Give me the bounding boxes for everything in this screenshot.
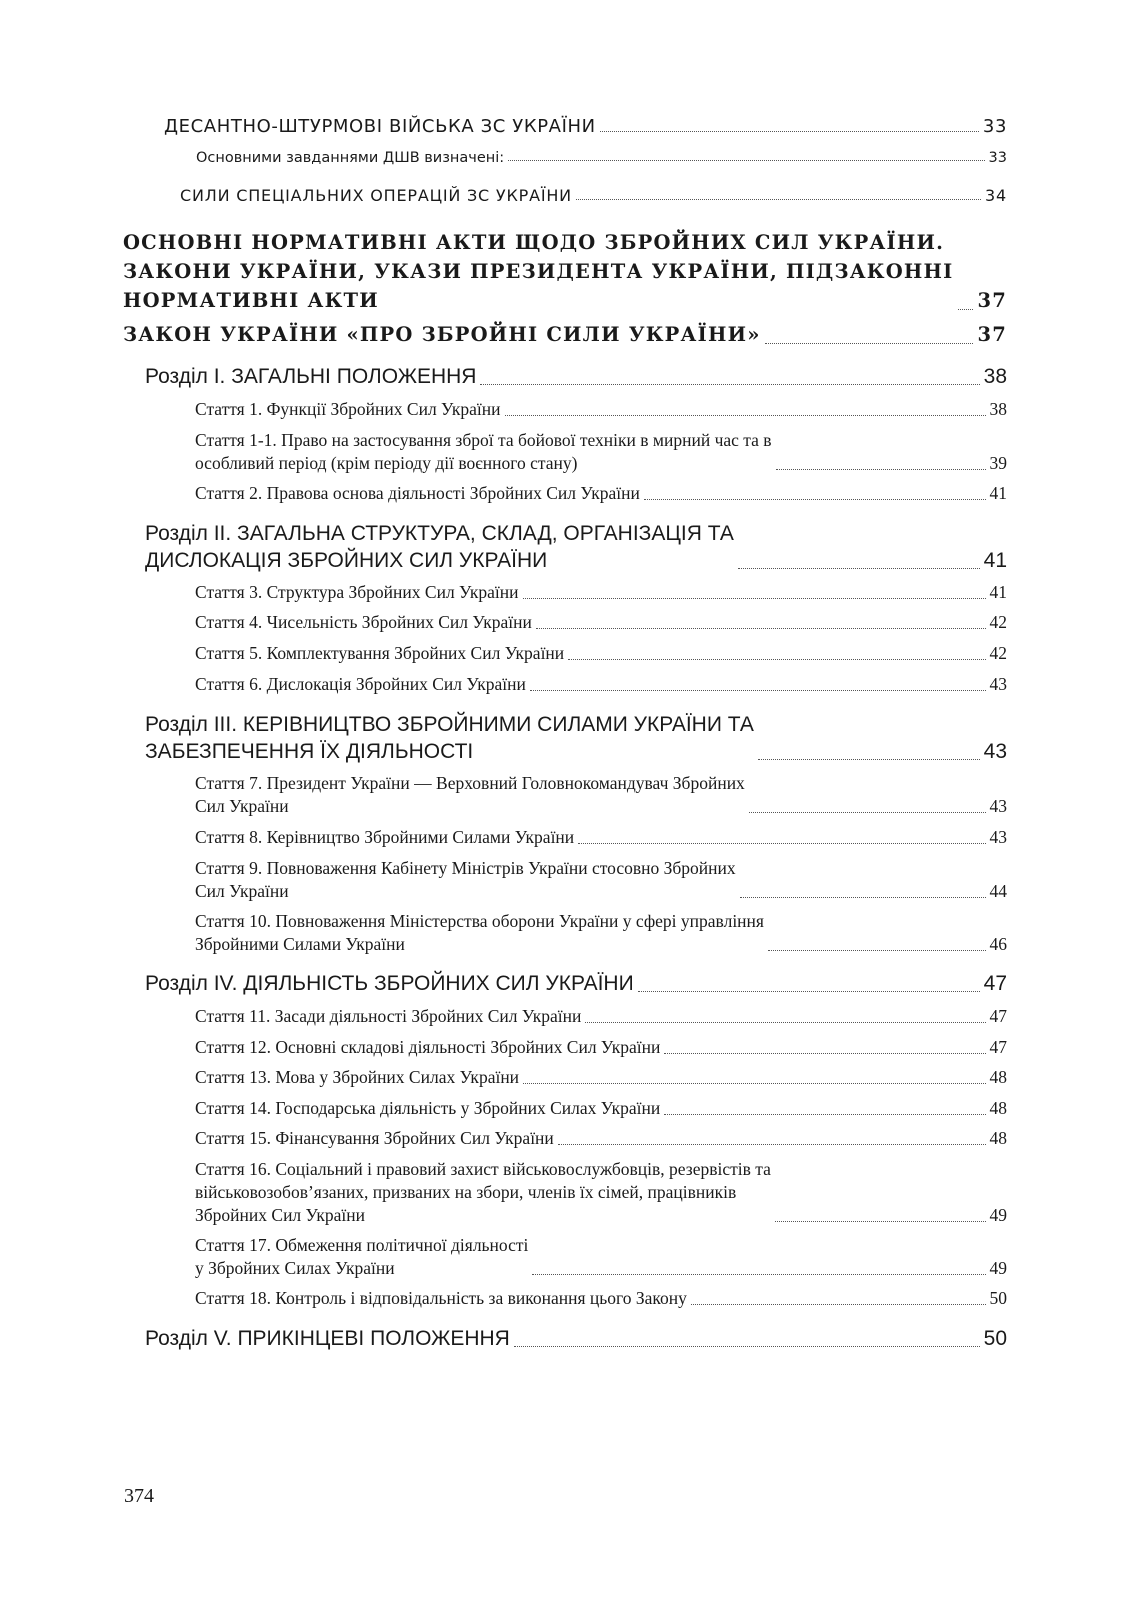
- toc-entry-page: 43: [989, 827, 1007, 847]
- toc-entry-title: Розділ I. ЗАГАЛЬНІ ПОЛОЖЕННЯ: [145, 365, 477, 388]
- toc-entry-page: 41: [983, 549, 1007, 572]
- toc-entry-page: 41: [989, 582, 1007, 602]
- toc-entry-title: Розділ II. ЗАГАЛЬНА СТРУКТУРА, СКЛАД, ОРГАНІЗАЦІЯ ТА ДИСЛОКАЦІЯ ЗБРОЙНИХ СИЛ УКРАЇНИ: [145, 522, 734, 572]
- toc-entry-title: Стаття 9. Повноваження Кабінету Міністрів України стосовно Збройних Сил України: [195, 858, 736, 901]
- toc-entry-page: 48: [989, 1098, 1007, 1118]
- toc-entry[interactable]: [195, 482, 1007, 505]
- toc-leader: [664, 1053, 985, 1054]
- toc-entry-title: Стаття 1. Функції Збройних Сил України: [195, 399, 501, 419]
- toc-leader: [536, 628, 986, 629]
- toc-leader: [576, 199, 981, 200]
- toc-entry-page: 44: [989, 881, 1007, 901]
- toc-leader: [558, 1144, 986, 1145]
- toc-entry-title: Стаття 1-1. Право на застосування зброї та бойової техніки в мирний час та в особливий період (крім періоду дії воєнного стану): [195, 430, 772, 473]
- toc-entry-page: 49: [989, 1258, 1007, 1278]
- toc-entry-title: Стаття 11. Засади діяльності Збройних Сил України: [195, 1006, 582, 1026]
- toc-leader: [578, 843, 985, 844]
- toc-entry[interactable]: [196, 150, 1007, 166]
- toc-entry[interactable]: [145, 970, 1007, 997]
- toc-entry-title: СИЛИ СПЕЦІАЛЬНИХ ОПЕРАЦІЙ ЗС УКРАЇНИ: [180, 186, 572, 205]
- toc-entry-page: 38: [983, 365, 1007, 388]
- toc-entry-page: 41: [989, 483, 1007, 503]
- toc-entry-page: 33: [988, 150, 1007, 166]
- page-number: 374: [124, 1485, 154, 1507]
- toc-entry-title: Розділ III. КЕРІВНИЦТВО ЗБРОЙНИМИ СИЛАМИ УКРАЇНИ ТА ЗАБЕЗПЕЧЕННЯ ЇХ ДІЯЛЬНОСТІ: [145, 713, 754, 763]
- toc-entry[interactable]: [195, 429, 1007, 475]
- toc-entry[interactable]: [195, 857, 1007, 903]
- toc-leader: [758, 759, 980, 760]
- toc-leader: [532, 1274, 985, 1275]
- toc-entry-title: ОСНОВНІ НОРМАТИВНІ АКТИ ЩОДО ЗБРОЙНИХ СИЛ УКРАЇНИ. ЗАКОНИ УКРАЇНИ, УКАЗИ ПРЕЗИДЕНТА УКРАЇНИ, ПІДЗАКОННІ НОРМАТИВНІ АКТИ: [123, 231, 954, 312]
- toc-entry[interactable]: [164, 116, 1007, 137]
- toc-entry[interactable]: [123, 320, 1007, 349]
- toc-entry-title: Стаття 14. Господарська діяльність у Збройних Силах України: [195, 1098, 661, 1118]
- toc-entry[interactable]: [145, 363, 1007, 390]
- toc-entry-page: 42: [989, 643, 1007, 663]
- toc-leader: [765, 343, 974, 344]
- toc-entry-title: Стаття 4. Чисельність Збройних Сил України: [195, 612, 532, 632]
- toc-leader: [530, 690, 986, 691]
- toc-entry-title: Стаття 7. Президент України — Верховний Головнокомандувач Збройних Сил України: [195, 773, 745, 816]
- toc-entry[interactable]: [195, 772, 1007, 818]
- toc-entry[interactable]: [195, 1066, 1007, 1089]
- toc-leader: [600, 131, 979, 132]
- toc-leader: [514, 1346, 980, 1347]
- toc-entry-page: 43: [989, 796, 1007, 816]
- toc-entry[interactable]: [195, 1005, 1007, 1028]
- toc-entry-title: Стаття 8. Керівництво Збройними Силами України: [195, 827, 575, 847]
- toc-leader: [644, 499, 986, 500]
- toc-entry-title: Стаття 15. Фінансування Збройних Сил України: [195, 1128, 554, 1148]
- toc-entry-page: 50: [989, 1288, 1007, 1308]
- toc-entry[interactable]: [145, 711, 1007, 765]
- toc-entry-title: Стаття 10. Повноваження Міністерства оборони України у сфері управління Збройними Силами України: [195, 911, 764, 954]
- toc-entry[interactable]: [195, 1097, 1007, 1120]
- toc-leader: [776, 469, 986, 470]
- toc-entry[interactable]: [195, 1287, 1007, 1310]
- toc-leader: [958, 309, 974, 310]
- toc-entry[interactable]: [180, 186, 1007, 205]
- toc-entry-page: 49: [989, 1205, 1007, 1225]
- toc-entry[interactable]: [195, 910, 1007, 956]
- toc-leader: [638, 991, 980, 992]
- toc-entry-page: 47: [983, 972, 1007, 995]
- toc-entry[interactable]: [123, 228, 1007, 315]
- toc-entry-title: Стаття 18. Контроль і відповідальність за виконання цього Закону: [195, 1288, 687, 1308]
- toc-entry[interactable]: [195, 1127, 1007, 1150]
- toc-entry-title: Стаття 6. Дислокація Збройних Сил України: [195, 674, 526, 694]
- toc-entry-page: 47: [989, 1037, 1007, 1057]
- toc-entry-title: ЗАКОН УКРАЇНИ «ПРО ЗБРОЙНІ СИЛИ УКРАЇНИ»: [123, 323, 761, 346]
- toc-entry-page: 37: [977, 323, 1007, 346]
- toc-entry-title: Основними завданнями ДШВ визначені:: [196, 150, 505, 166]
- toc-leader: [505, 415, 986, 416]
- toc-leader: [740, 897, 986, 898]
- toc-entry-title: Стаття 5. Комплектування Збройних Сил України: [195, 643, 565, 663]
- toc-entry-page: 46: [989, 934, 1007, 954]
- toc-entry[interactable]: [195, 642, 1007, 665]
- toc-leader: [568, 659, 985, 660]
- toc-entry-page: 43: [989, 674, 1007, 694]
- toc-entry-page: 50: [983, 1327, 1007, 1350]
- toc-entry-page: 47: [989, 1006, 1007, 1026]
- toc-entry[interactable]: [195, 398, 1007, 421]
- toc-leader: [691, 1304, 986, 1305]
- toc-leader: [749, 812, 986, 813]
- toc-entry-page: 33: [982, 116, 1007, 137]
- toc-entry-title: Розділ IV. ДІЯЛЬНІСТЬ ЗБРОЙНИХ СИЛ УКРАЇНИ: [145, 972, 634, 995]
- toc-leader: [585, 1022, 985, 1023]
- toc-entry[interactable]: [145, 1325, 1007, 1352]
- toc-entry-page: 43: [983, 740, 1007, 763]
- toc-leader: [664, 1114, 985, 1115]
- toc-entry[interactable]: [195, 673, 1007, 696]
- toc-entry-page: 39: [989, 453, 1007, 473]
- toc-entry-page: 48: [989, 1067, 1007, 1087]
- toc-entry[interactable]: [195, 1234, 1007, 1280]
- toc-leader: [738, 568, 980, 569]
- toc-entry-page: 34: [985, 186, 1007, 205]
- toc-entry-title: Стаття 13. Мова у Збройних Силах України: [195, 1067, 520, 1087]
- toc-entry-title: ДЕСАНТНО-ШТУРМОВІ ВІЙСЬКА ЗС УКРАЇНИ: [164, 116, 596, 137]
- toc-leader: [480, 384, 979, 385]
- toc-entry[interactable]: [145, 520, 1007, 574]
- toc-entry[interactable]: [195, 1036, 1007, 1059]
- toc-entry[interactable]: [195, 611, 1007, 634]
- toc-entry-page: 42: [989, 612, 1007, 632]
- toc-entry-title: Стаття 16. Соціальний і правовий захист військовослужбовців, резервістів та військовозобов’язаних, призваних на збори, членів їх сімей, працівників Збройних Сил України: [195, 1159, 771, 1225]
- toc-leader: [523, 1083, 985, 1084]
- toc-entry[interactable]: [195, 826, 1007, 849]
- toc-entry[interactable]: [195, 581, 1007, 604]
- toc-leader: [768, 950, 986, 951]
- toc-leader: [508, 160, 984, 161]
- toc-entry-page: 37: [977, 289, 1007, 312]
- toc-entry-page: 38: [989, 399, 1007, 419]
- toc-entry-title: Розділ V. ПРИКІНЦЕВІ ПОЛОЖЕННЯ: [145, 1327, 510, 1350]
- toc-leader: [523, 598, 986, 599]
- toc-entry-title: Стаття 12. Основні складові діяльності Збройних Сил України: [195, 1037, 661, 1057]
- toc-entry-page: 48: [989, 1128, 1007, 1148]
- toc-entry-title: Стаття 3. Структура Збройних Сил України: [195, 582, 519, 602]
- toc-entry[interactable]: [195, 1158, 1007, 1227]
- toc-entry-title: Стаття 17. Обмеження політичної діяльності у Збройних Силах України: [195, 1235, 529, 1278]
- toc-leader: [775, 1221, 986, 1222]
- toc-entry-title: Стаття 2. Правова основа діяльності Збройних Сил України: [195, 483, 640, 503]
